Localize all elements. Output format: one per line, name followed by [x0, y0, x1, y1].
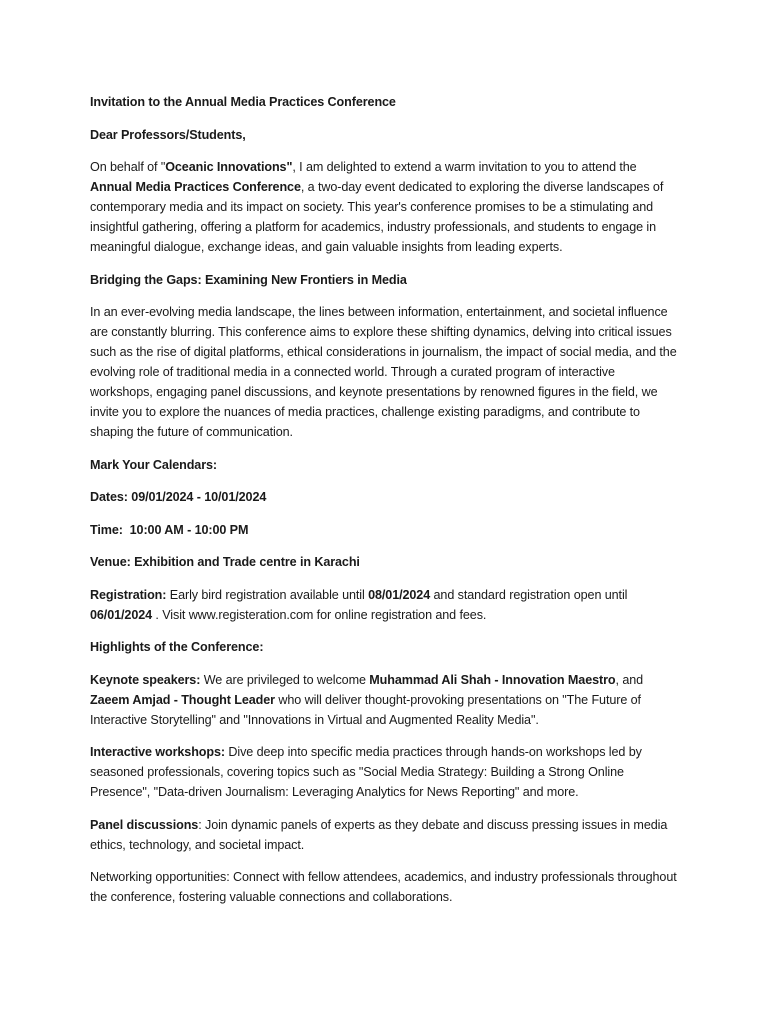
document-title: Invitation to the Annual Media Practices Conference	[90, 95, 396, 109]
section-body: In an ever-evolving media landscape, the lines between information, entertainment, and societal influence are constantly blurring. This conference aims to explore these shifting dynamics, delving into critical issues such as the rise of digital platforms, ethical considerations in journalism, the impact of social media, and the evolving role of traditional media in a connected world. Through a curated program of interactive workshops, engaging panel discussions, and keynote presentations by renowned figures in the field, we invite you to explore the nuances of media practices, challenge existing paradigms, and contribute to shaping the future of communication.	[90, 305, 677, 439]
registration-paragraph	[90, 585, 678, 625]
registration-label: Registration:	[90, 587, 167, 602]
keynote-speaker-1: Muhammad Ali Shah - Innovation Maestro	[369, 672, 616, 687]
keynote-text-3: who will deliver thought-provoking presentations on "The Future of Interactive Storytelling" and "Innovations in Virtual and Augmented Reality Media".	[90, 692, 641, 727]
highlights-heading: Highlights of the Conference:	[90, 640, 264, 654]
early-bird-date: 08/01/2024	[368, 587, 431, 602]
registration-text-2: and standard registration open until	[430, 587, 628, 602]
event-venue: Venue: Exhibition and Trade centre in Karachi	[90, 555, 360, 569]
keynote-text-1: We are privileged to welcome	[200, 672, 370, 687]
event-name: Annual Media Practices Conference	[90, 180, 301, 194]
organization-name: Oceanic Innovations"	[165, 160, 293, 174]
panels-text: : Join dynamic panels of experts as they debate and discuss pressing issues in media ethics, technology, and societal impact.	[90, 817, 668, 852]
section-heading: Bridging the Gaps: Examining New Frontiers in Media	[90, 272, 407, 287]
panels-label: Panel discussions	[90, 817, 199, 832]
standard-date: 06/01/2024	[90, 607, 153, 622]
document-page	[90, 92, 678, 920]
registration-text-3: . Visit www.registeration.com for online registration and fees.	[152, 607, 487, 622]
keynote-paragraph	[90, 670, 678, 730]
keynote-label: Keynote speakers:	[90, 672, 201, 687]
intro-text-2: , I am delighted to extend a warm invitation to you to attend the	[292, 160, 637, 174]
panels-paragraph	[90, 815, 678, 855]
intro-paragraph	[90, 157, 678, 257]
keynote-speaker-2: Zaeem Amjad - Thought Leader	[90, 692, 275, 707]
keynote-text-2: , and	[615, 672, 644, 687]
event-dates: Dates: 09/01/2024 - 10/01/2024	[90, 490, 267, 504]
intro-text-1: On behalf of "	[90, 160, 166, 174]
workshops-label: Interactive workshops:	[90, 745, 225, 759]
event-time: Time: 10:00 AM - 10:00 PM	[90, 522, 249, 537]
salutation: Dear Professors/Students,	[90, 127, 246, 142]
calendar-heading: Mark Your Calendars:	[90, 457, 218, 472]
workshops-text: Dive deep into specific media practices through hands-on workshops led by seasoned professionals, covering topics such as "Social Media Strategy: Building a Strong Online Presence", "Data-driven Journalism: Leveraging Analytics for News Reporting" and more.	[90, 745, 642, 799]
registration-text-1: Early bird registration available until	[166, 587, 369, 602]
networking-paragraph: Networking opportunities: Connect with fellow attendees, academics, and industry professionals throughout the conference, fostering valuable connections and collaborations.	[90, 870, 677, 904]
intro-text-3: , a two-day event dedicated to exploring the diverse landscapes of contemporary media and its impact on society. This year's conference promises to be a stimulating and insightful gathering, offering a platform for academics, industry professionals, and students to engage in meaningful dialogue, exchange ideas, and gain valuable insights from leading experts.	[90, 180, 664, 254]
workshops-paragraph	[90, 742, 678, 802]
